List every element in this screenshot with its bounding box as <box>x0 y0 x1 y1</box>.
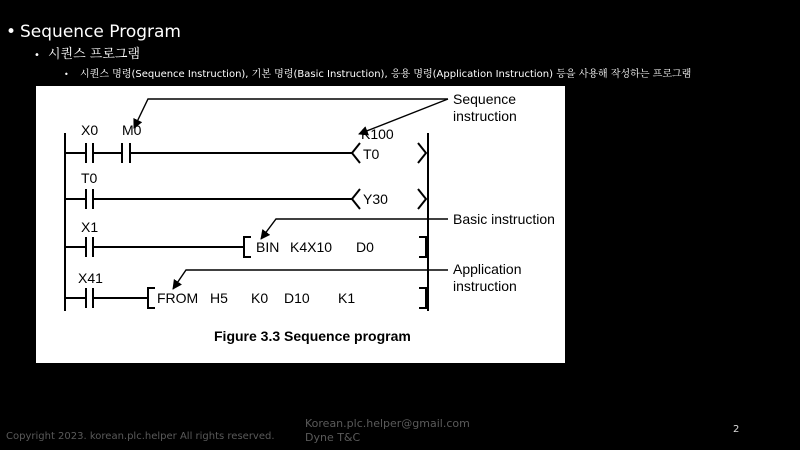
bin-op: BIN <box>256 239 280 255</box>
ladder-figure <box>36 86 565 363</box>
application-leader <box>173 270 448 289</box>
description: 시퀀스 명령(Sequence Instruction), 기본 명령(Basic Instruction), 응용 명령(Application Instruction) 등을 사용해 작성하는 프로그램 <box>80 69 692 80</box>
copyright-text: Copyright 2023. korean.plc.helper All rights reserved. <box>6 431 275 442</box>
coil-y30-label: Y30 <box>363 191 388 207</box>
page-number: 2 <box>733 424 740 435</box>
bullet-level1 <box>6 22 181 42</box>
coil-t0-right <box>418 143 426 163</box>
coil-y30-left <box>352 189 360 209</box>
bin-bracket-left <box>244 237 251 257</box>
from-arg2: K0 <box>251 290 269 306</box>
ladder-diagram <box>36 86 565 363</box>
bin-arg2: D0 <box>356 239 374 255</box>
callout-sequence-2: instruction <box>453 108 517 124</box>
subtitle: 시퀀스 프로그램 <box>48 47 141 62</box>
contact-label-m0: M0 <box>122 122 142 138</box>
bullet-dot: • <box>34 50 40 61</box>
from-op: FROM <box>157 290 199 306</box>
slide-title: Sequence Program <box>20 22 181 42</box>
bullet-level3 <box>64 65 691 80</box>
bullet-dot: • <box>64 70 69 79</box>
from-bracket-right <box>419 288 426 308</box>
coil-y30-right <box>418 189 426 209</box>
footer-email: Korean.plc.helper@gmail.com <box>305 417 470 430</box>
contact-label-x0: X0 <box>81 122 99 138</box>
bin-bracket-right <box>419 237 426 257</box>
bullet-dot: • <box>6 22 17 42</box>
timer-device-label: T0 <box>363 146 380 162</box>
contact-label-x41: X41 <box>78 270 103 286</box>
sequence-leader <box>134 99 448 128</box>
from-arg3: D10 <box>284 290 310 306</box>
contact-label-x1: X1 <box>81 219 99 235</box>
from-bracket-left <box>148 288 155 308</box>
bin-arg1: K4X10 <box>290 239 333 255</box>
callout-application-1: Application <box>453 261 522 277</box>
contact-label-t0: T0 <box>81 170 98 186</box>
bullet-level2 <box>34 43 140 62</box>
footer-company: Dyne T&C <box>305 431 361 444</box>
callout-application-2: instruction <box>453 278 517 294</box>
figure-caption: Figure 3.3 Sequence program <box>214 328 411 344</box>
callout-basic: Basic instruction <box>453 211 555 227</box>
timer-setting-label: K100 <box>361 126 394 142</box>
callout-sequence-1: Sequence <box>453 91 517 107</box>
footer-contact <box>305 417 470 445</box>
from-arg1: H5 <box>210 290 228 306</box>
coil-t0-left <box>352 143 360 163</box>
from-arg4: K1 <box>338 290 356 306</box>
